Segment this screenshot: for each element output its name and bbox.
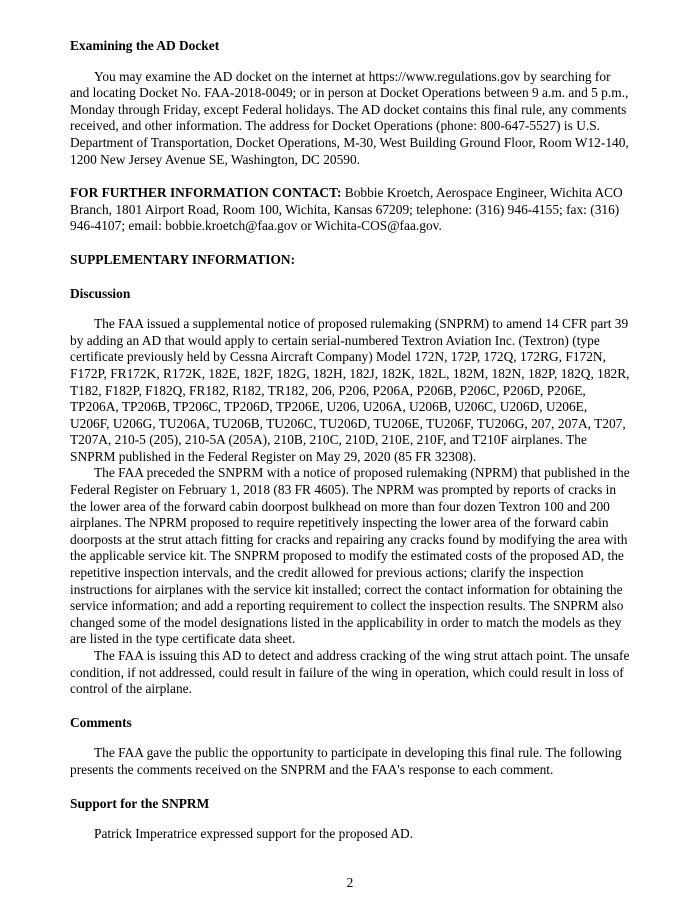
support-paragraph: Patrick Imperatrice expressed support for the proposed AD. — [94, 826, 414, 842]
docket-paragraph: You may examine the AD docket on the internet at https://www.regulations.gov by searching for and locating Docket No. FAA-2018-0049; or in person at Docket Operations between 9 a.m. and 5 p.m., Monday through Friday, except Federal holidays. The AD docket contains this final rule, any comments received, and other information. The address for Docket Operations (phone: 800-647-5527) is U.S. Department of Transportation, Docket Operations, M-30, West Building Ground Floor, Room W12-140, 1200 New Jersey Avenue SE, Washington, DC 20590. — [70, 68, 629, 167]
comments-paragraph: The FAA gave the public the opportunity to participate in developing this final rule. The following presents the comments received on the SNPRM and the FAA's response to each comment. — [70, 745, 622, 777]
contact-paragraph — [70, 185, 630, 235]
page-number: 2 — [346, 875, 354, 890]
discussion-heading: Discussion — [70, 285, 131, 301]
contact-text: Bobbie Kroetch, Aerospace Engineer, Wichita ACO Branch, 1801 Airport Road, Room 100, Wichita, Kansas 67209; telephone: (316) 946-4155; fax: (316) 946-4107; email: bobbie.kroetch@faa.gov or Wichita-COS@faa.gov. — [70, 185, 623, 234]
document-page — [70, 38, 630, 843]
discussion-paragraph-3: The FAA is issuing this AD to detect and address cracking of the wing strut attach point. The unsafe condition, if not addressed, could result in failure of the wing in operation, which could result in loss of control of the airplane. — [70, 648, 630, 697]
docket-heading: Examining the AD Docket — [70, 38, 220, 53]
contact-label: FOR FURTHER INFORMATION CONTACT: — [70, 185, 342, 201]
discussion-paragraph-1: The FAA issued a supplemental notice of proposed rulemaking (SNPRM) to amend 14 CFR part 39 by adding an AD that would apply to certain serial-numbered Textron Aviation Inc. (Textron) (type certificate previously held by Cessna Aircraft Company) Model 172N, 172P, 172Q, 172RG, F172N, F172P, FR172K, R172K, 182E, 182F, 182G, 182H, 182J, 182K, 182L, 182M, 182N, 182P, 182Q, 182R, T182, F182P, F182Q, FR182, R182, TR182, 206, P206, P206A, P206B, P206C, P206D, P206E, TP206A, TP206B, TP206C, TP206D, TP206E, U206, U206A, U206B, U206C, U206D, U206E, U206F, U206G, TU206A, TU206B, TU206C, TU206D, TU206E, TU206F, TU206G, 207, 207A, T207, T207A, 210-5 (205), 210-5A (205A), 210B, 210C, 210D, 210E, 210F, and T210F airplanes. The SNPRM published in the Federal Register on May 29, 2020 (85 FR 32308). — [70, 316, 630, 464]
supplementary-heading: SUPPLEMENTARY INFORMATION: — [70, 251, 296, 267]
support-heading: Support for the SNPRM — [70, 795, 210, 811]
discussion-paragraph-2: The FAA preceded the SNPRM with a notice of proposed rulemaking (NPRM) that published in the Federal Register on February 1, 2018 (83 FR 4605). The NPRM was prompted by reports of cracks in the lower area of the forward cabin doorpost bulkhead on more than four dozen Textron 100 and 200 airplanes. The NPRM proposed to require repetitively inspecting the lower area of the forward cabin doorposts at the strut attach fitting for cracks and repairing any cracks found by modifying the area with the applicable service kit. The SNPRM proposed to modify the estimated costs of the proposed AD, the repetitive inspection intervals, and the credit allowed for previous actions; clarify the inspection instructions for airplanes with the service kit installed; correct the contact information for obtaining the service information; and add a reporting requirement to collect the inspection results. The SNPRM also changed some of the model designations listed in the applicability in order to match the models as they are listed in the type certificate data sheet. — [70, 465, 630, 647]
comments-heading: Comments — [70, 714, 132, 730]
